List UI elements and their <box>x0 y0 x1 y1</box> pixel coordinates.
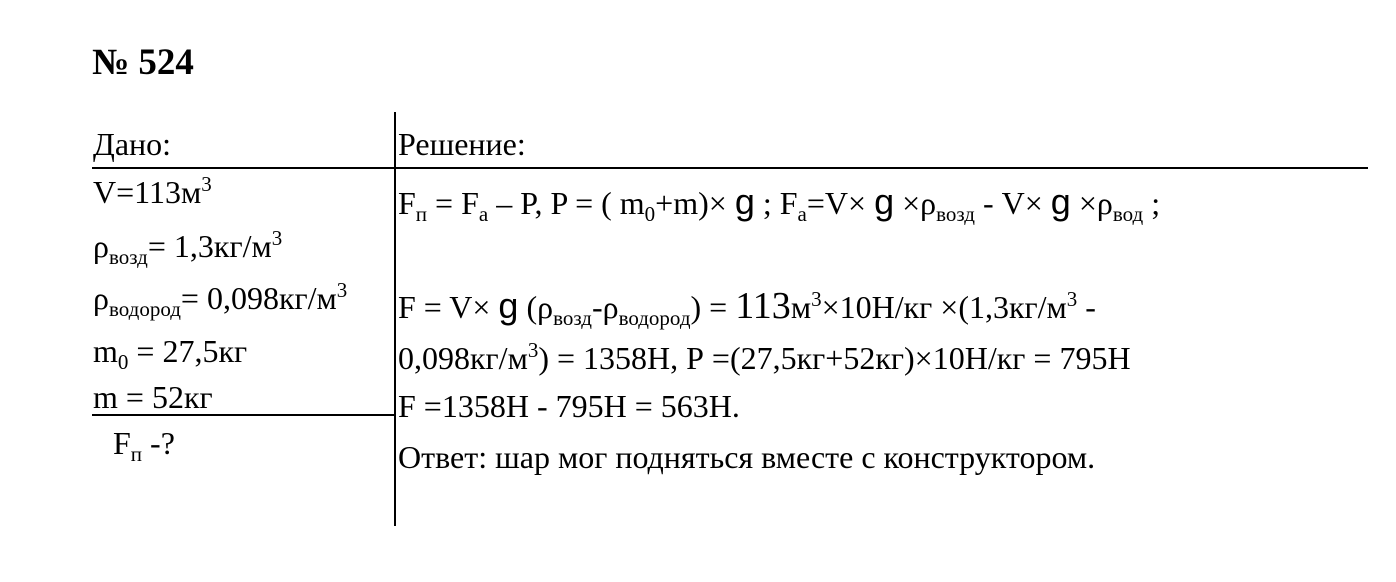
solution-result-line: F =1358Н - 795Н = 563Н. <box>398 388 740 424</box>
problem-number: № 524 <box>92 42 194 83</box>
solution-header: Решение: <box>398 126 526 162</box>
solution-force-calc-line: F = V× g $(\rho_{возд}-\rho_{водород}) = 113м^3\times 10Н/кг \times(1,3кг/м^3$ - <box>398 285 1096 330</box>
given-hydrogen-density: $\rho_{водород}= 0,098кг/м^3$ <box>93 278 348 321</box>
solution-weight-calc-line: $0,098кг/м^3) = 1358Н$, Р =(27,5кг+52кг)×10Н/кг = 795Н <box>398 338 1131 376</box>
answer-text: Ответ: шар мог подняться вместе с конструктором. <box>398 439 1096 475</box>
solution-formula-line: $F_п = F_a - P$, P = ( $m_0+m)\times g$ ; $F_a=V\times g \times\rho_{возд} - V\times g \times\rho_{вод}$ ; <box>398 181 1161 226</box>
find-lift-force: $F_п$ -? <box>113 425 175 466</box>
given-volume: $V=113м^3$ <box>93 172 212 210</box>
given-basket-mass: $m_0 = 27,5кг$ <box>93 333 248 374</box>
given-air-density: $\rho_{возд}= 1,3кг/м^3$ <box>93 226 283 269</box>
given-constructor-mass: m = 52кг <box>93 379 213 415</box>
given-header: Дано: <box>93 126 172 162</box>
table-vertical-divider <box>394 112 396 526</box>
table-header-divider <box>92 167 1368 169</box>
